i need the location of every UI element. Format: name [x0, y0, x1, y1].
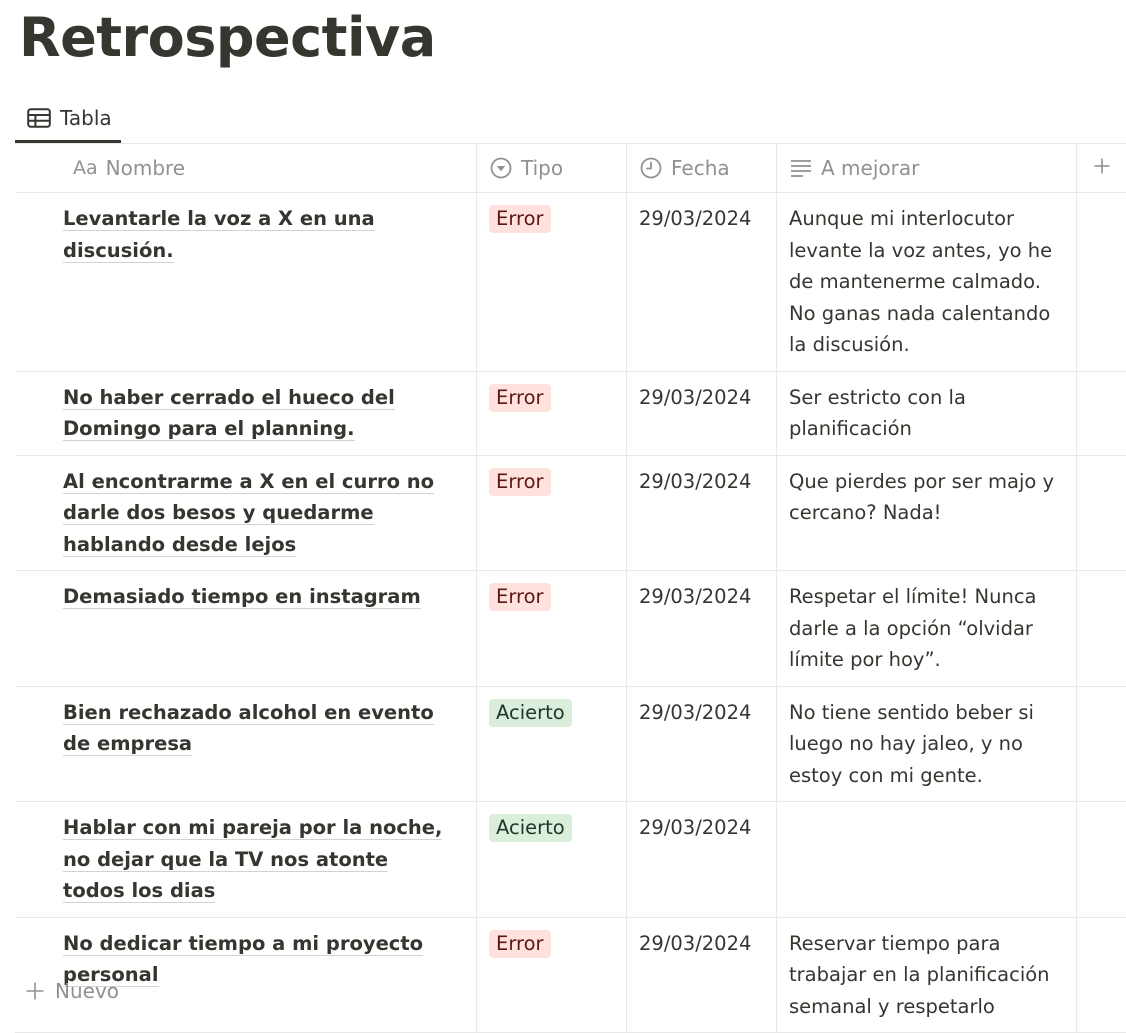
select-circle-icon: [489, 156, 513, 180]
row-empty-cell: [1077, 802, 1126, 917]
table-row[interactable]: [15, 456, 1126, 572]
row-empty-cell: [1077, 372, 1126, 455]
table-row[interactable]: [15, 193, 1126, 372]
row-improve: Ser estricto con la planificación: [789, 386, 966, 441]
column-header-name[interactable]: [15, 144, 477, 192]
row-date-cell[interactable]: [627, 918, 777, 1033]
retro-table: [15, 143, 1126, 1033]
row-date: 29/03/2024: [639, 470, 751, 493]
row-name[interactable]: No haber cerrado el hueco del Domingo para el planning.: [63, 386, 395, 442]
row-empty-cell: [1077, 571, 1126, 686]
row-empty-cell: [1077, 193, 1126, 371]
row-improve: Reservar tiempo para trabajar en la planificación semanal y respetarlo: [789, 932, 1050, 1018]
row-type-cell[interactable]: [477, 571, 627, 686]
row-name-cell[interactable]: [15, 571, 477, 686]
row-name-cell[interactable]: [15, 802, 477, 917]
row-name[interactable]: Levantarle la voz a X en una discusión.: [63, 207, 375, 263]
row-improve-cell[interactable]: [777, 687, 1077, 802]
type-badge: Error: [489, 468, 551, 496]
row-type-cell[interactable]: [477, 687, 627, 802]
type-badge: Error: [489, 205, 551, 233]
row-empty-cell: [1077, 918, 1126, 1033]
column-header-label: Nombre: [106, 156, 185, 180]
row-improve-cell[interactable]: [777, 456, 1077, 571]
column-header-label: A mejorar: [821, 156, 919, 180]
view-tabs: [15, 96, 1126, 143]
tab-table-label: Tabla: [60, 106, 112, 130]
row-name[interactable]: Demasiado tiempo en instagram: [63, 585, 421, 609]
row-empty-cell: [1077, 456, 1126, 571]
add-column-button[interactable]: [1077, 144, 1126, 192]
column-header-label: Tipo: [521, 156, 563, 180]
row-name-cell[interactable]: [15, 372, 477, 455]
row-empty-cell: [1077, 687, 1126, 802]
type-badge: Error: [489, 930, 551, 958]
table-row[interactable]: [15, 372, 1126, 456]
row-type-cell[interactable]: [477, 802, 627, 917]
plus-icon: [1093, 156, 1111, 180]
table-icon: [27, 108, 51, 128]
row-date-cell[interactable]: [627, 372, 777, 455]
row-type-cell[interactable]: [477, 372, 627, 455]
clock-icon: [639, 156, 663, 180]
row-name[interactable]: No dedicar tiempo a mi proyecto personal: [63, 932, 423, 988]
page-title[interactable]: Retrospectiva: [19, 2, 436, 74]
table-row[interactable]: [15, 687, 1126, 803]
row-type-cell[interactable]: [477, 918, 627, 1033]
row-date: 29/03/2024: [639, 386, 751, 409]
row-type-cell[interactable]: [477, 193, 627, 371]
row-date: 29/03/2024: [639, 932, 751, 955]
table-row[interactable]: [15, 571, 1126, 687]
text-lines-icon: [789, 156, 813, 180]
column-header-improve[interactable]: [777, 144, 1077, 192]
row-improve: Aunque mi interlocutor levante la voz antes, yo he de mantenerme calmado. No ganas nada calentando la discusión.: [789, 207, 1052, 356]
row-date: 29/03/2024: [639, 816, 751, 839]
row-improve: Que pierdes por ser majo y cercano? Nada!: [789, 470, 1054, 525]
row-improve-cell[interactable]: [777, 802, 1077, 917]
row-name-cell[interactable]: [15, 456, 477, 571]
new-row-label: Nuevo: [55, 979, 119, 1003]
text-type-icon: Aa: [73, 157, 98, 179]
type-badge: Acierto: [489, 699, 572, 727]
tab-table-view[interactable]: [15, 96, 121, 143]
row-name-cell[interactable]: [15, 687, 477, 802]
row-date: 29/03/2024: [639, 207, 751, 230]
type-badge: Error: [489, 384, 551, 412]
row-date-cell[interactable]: [627, 456, 777, 571]
row-improve: Respetar el límite! Nunca darle a la opción “olvidar límite por hoy”.: [789, 585, 1037, 671]
row-date: 29/03/2024: [639, 585, 751, 608]
plus-icon: [23, 979, 47, 1003]
column-header-date[interactable]: [627, 144, 777, 192]
table-row[interactable]: [15, 802, 1126, 918]
row-name[interactable]: Bien rechazado alcohol en evento de empresa: [63, 701, 434, 757]
row-date: 29/03/2024: [639, 701, 751, 724]
row-name-cell[interactable]: [15, 193, 477, 371]
type-badge: Error: [489, 583, 551, 611]
type-badge: Acierto: [489, 814, 572, 842]
row-improve-cell[interactable]: [777, 372, 1077, 455]
row-name[interactable]: Al encontrarme a X en el curro no darle dos besos y quedarme hablando desde lejos: [63, 470, 434, 557]
row-name[interactable]: Hablar con mi pareja por la noche, no dejar que la TV nos atonte todos los dias: [63, 816, 442, 903]
row-type-cell[interactable]: [477, 456, 627, 571]
row-improve-cell[interactable]: [777, 571, 1077, 686]
new-row-button[interactable]: [15, 966, 215, 1016]
table-header: [15, 144, 1126, 193]
column-header-type[interactable]: [477, 144, 627, 192]
row-date-cell[interactable]: [627, 802, 777, 917]
row-improve-cell[interactable]: [777, 193, 1077, 371]
row-date-cell[interactable]: [627, 687, 777, 802]
row-improve-cell[interactable]: [777, 918, 1077, 1033]
row-date-cell[interactable]: [627, 193, 777, 371]
row-date-cell[interactable]: [627, 571, 777, 686]
row-improve: No tiene sentido beber si luego no hay jaleo, y no estoy con mi gente.: [789, 701, 1034, 787]
column-header-label: Fecha: [671, 156, 730, 180]
